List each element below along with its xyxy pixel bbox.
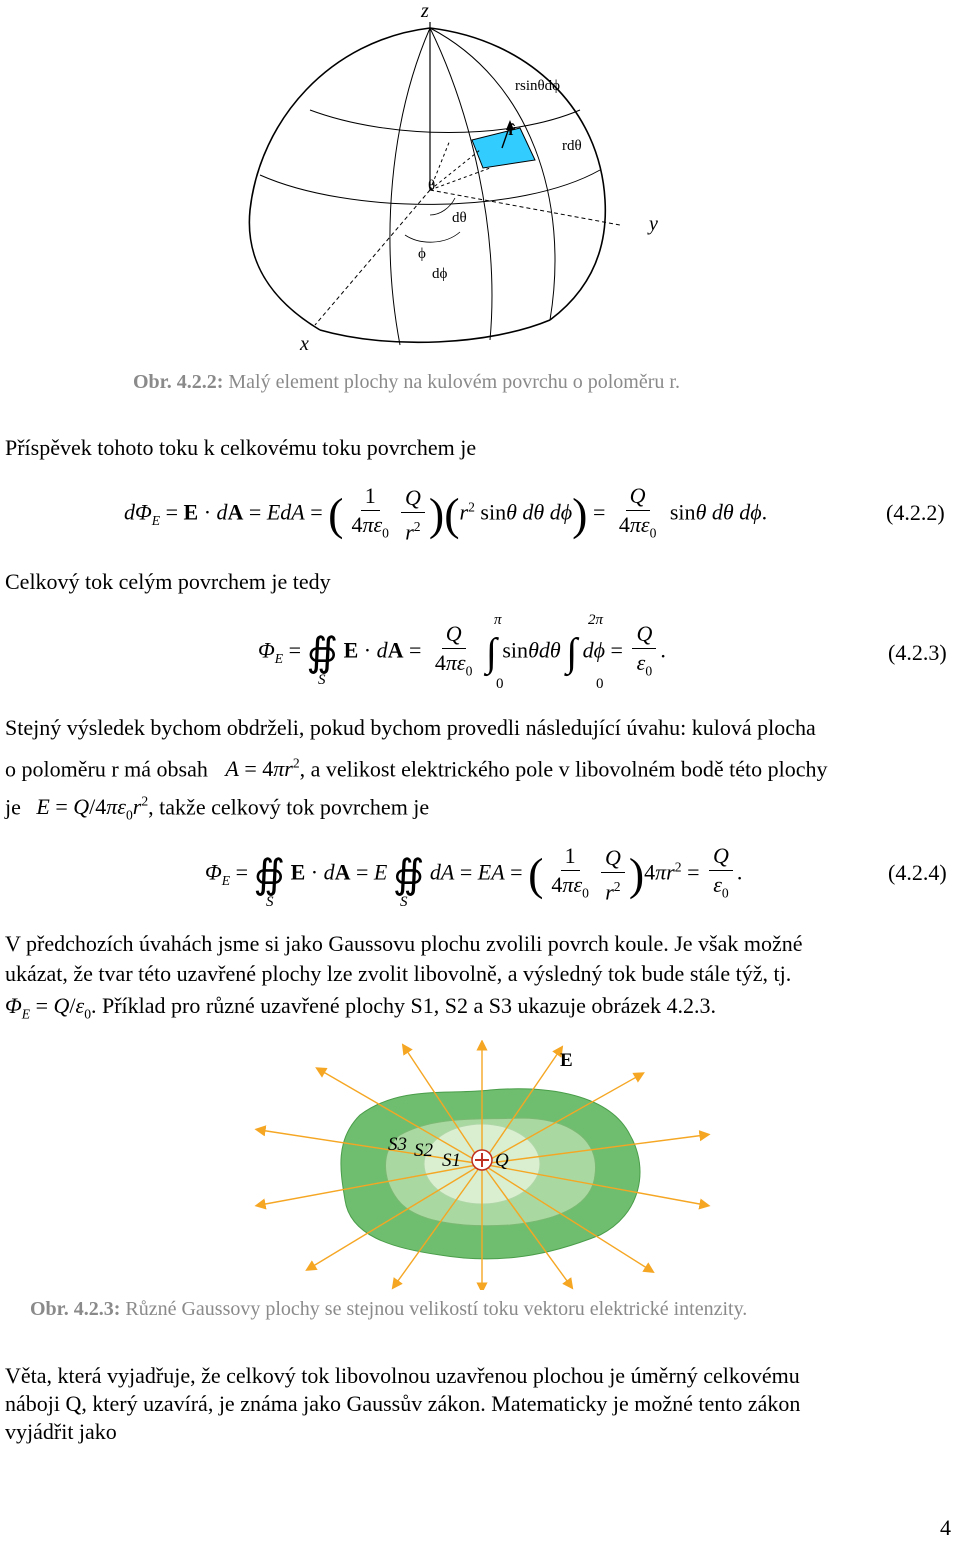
dtheta-label: dθ <box>452 210 467 226</box>
gaussian-surfaces-figure <box>250 1040 720 1290</box>
equation-number-4-2-2: (4.2.2) <box>886 500 945 525</box>
equation-number-4-2-4: (4.2.4) <box>888 860 947 885</box>
figure-caption-4-2-3: Obr. 4.2.3: Různé Gaussovy plochy se stejnou velikostí toku vektoru elektrické intenzity. <box>30 1298 748 1320</box>
axis-x-label: x <box>300 333 309 355</box>
paragraph-4-line-3: $\Phi_E = Q/\varepsilon_0$. Příklad pro různé uzavřené plochy S1, S2 a S3 ukazuje obrázek 4.2.3. <box>5 993 716 1022</box>
paragraph-5-line-1: Věta, která vyjadřuje, že celkový tok libovolnou uzavřenou plochou je úměrný celkovému <box>5 1363 800 1388</box>
rdtheta-label: rdθ <box>562 138 582 154</box>
paragraph-3-line-2: o poloměru r má obsah $A = 4\pi r^2$, a velikost elektrického pole v libovolném bodě této plochy <box>5 756 828 782</box>
field-E-label: E <box>560 1050 573 1071</box>
surface-S-label-2: S <box>266 894 274 910</box>
paragraph-5-line-2: náboji Q, který uzavírá, je známa jako Gaussův zákon. Matematicky je možné tento zákon <box>5 1391 801 1416</box>
rhat-label: r̂ <box>508 120 516 139</box>
theta-label: θ <box>428 178 436 194</box>
paragraph-3-line-3: je $E = Q/4\pi\varepsilon_0r^2$, takže celkový tok povrchem je <box>5 794 430 823</box>
paragraph-1: Příspěvek tohoto toku k celkovému toku povrchem je <box>5 435 477 460</box>
equation-4-2-3: $\Phi_E$ = ∯ E · dA = $\frac{Q}{4\pi\varepsilon_0}$ ∫ sinθdθ ∫ dϕ = $\frac{Q}{\varepsilon_0}$ . <box>258 621 666 679</box>
surface-S1-label: S1 <box>442 1150 461 1171</box>
axis-z-label: z <box>421 0 429 22</box>
equation-4-2-4: $\Phi_E$ = ∯ E · dA = E ∯ dA = EA = ( $\frac{1}{4\pi\varepsilon_0}$ $\frac{Q}{r^2}$ )$4\pi r^2$ = $\frac{Q}{\varepsilon_0}$ . <box>205 843 743 904</box>
page-number: 4 <box>940 1515 951 1540</box>
surface-S2-label: S2 <box>414 1140 433 1161</box>
charge-Q-label: Q <box>495 1150 509 1171</box>
paragraph-4-line-2: ukázat, že tvar této uzavřené plochy lze zvolit libovolně, a výsledný tok bude stále týž, tj. <box>5 961 792 986</box>
figure-caption-4-2-2: Obr. 4.2.2: Malý element plochy na kulovém povrchu o poloměru r. <box>133 371 680 393</box>
surface-S-label: S <box>318 672 326 688</box>
limit-2pi: 2π <box>588 612 604 628</box>
limit-zero-1: 0 <box>496 676 504 692</box>
paragraph-2: Celkový tok celým povrchem je tedy <box>5 569 331 594</box>
surface-S3-label: S3 <box>388 1134 407 1155</box>
phi-label: ϕ <box>418 246 426 262</box>
paragraph-5-line-3: vyjádřit jako <box>5 1419 117 1444</box>
paragraph-4-line-1: V předchozích úvahách jsme si jako Gaussovu plochu zvolili povrch koule. Je však možné <box>5 931 803 956</box>
equation-number-4-2-3: (4.2.3) <box>888 640 947 665</box>
limit-pi: π <box>494 612 502 628</box>
surface-S-label-3: S <box>400 894 408 910</box>
equation-4-2-2: $d\Phi_E = E$ · dA = EdA = ( $\frac{1}{4\pi\varepsilon_0}$ $\frac{Q}{r^2}$ )($r^2$ sinθ dθ dϕ) = $\frac{Q}{4\pi\varepsilon_0}$ sinθ dθ dϕ. <box>124 483 768 544</box>
rsin-label: rsinθdϕ <box>515 78 561 94</box>
paragraph-3-line-1: Stejný výsledek bychom obdrželi, pokud bychom provedli následující úvahu: kulová plocha <box>5 715 816 740</box>
limit-zero-2: 0 <box>596 676 604 692</box>
dphi-label: dϕ <box>432 266 448 282</box>
axis-y-label: y <box>649 213 658 235</box>
